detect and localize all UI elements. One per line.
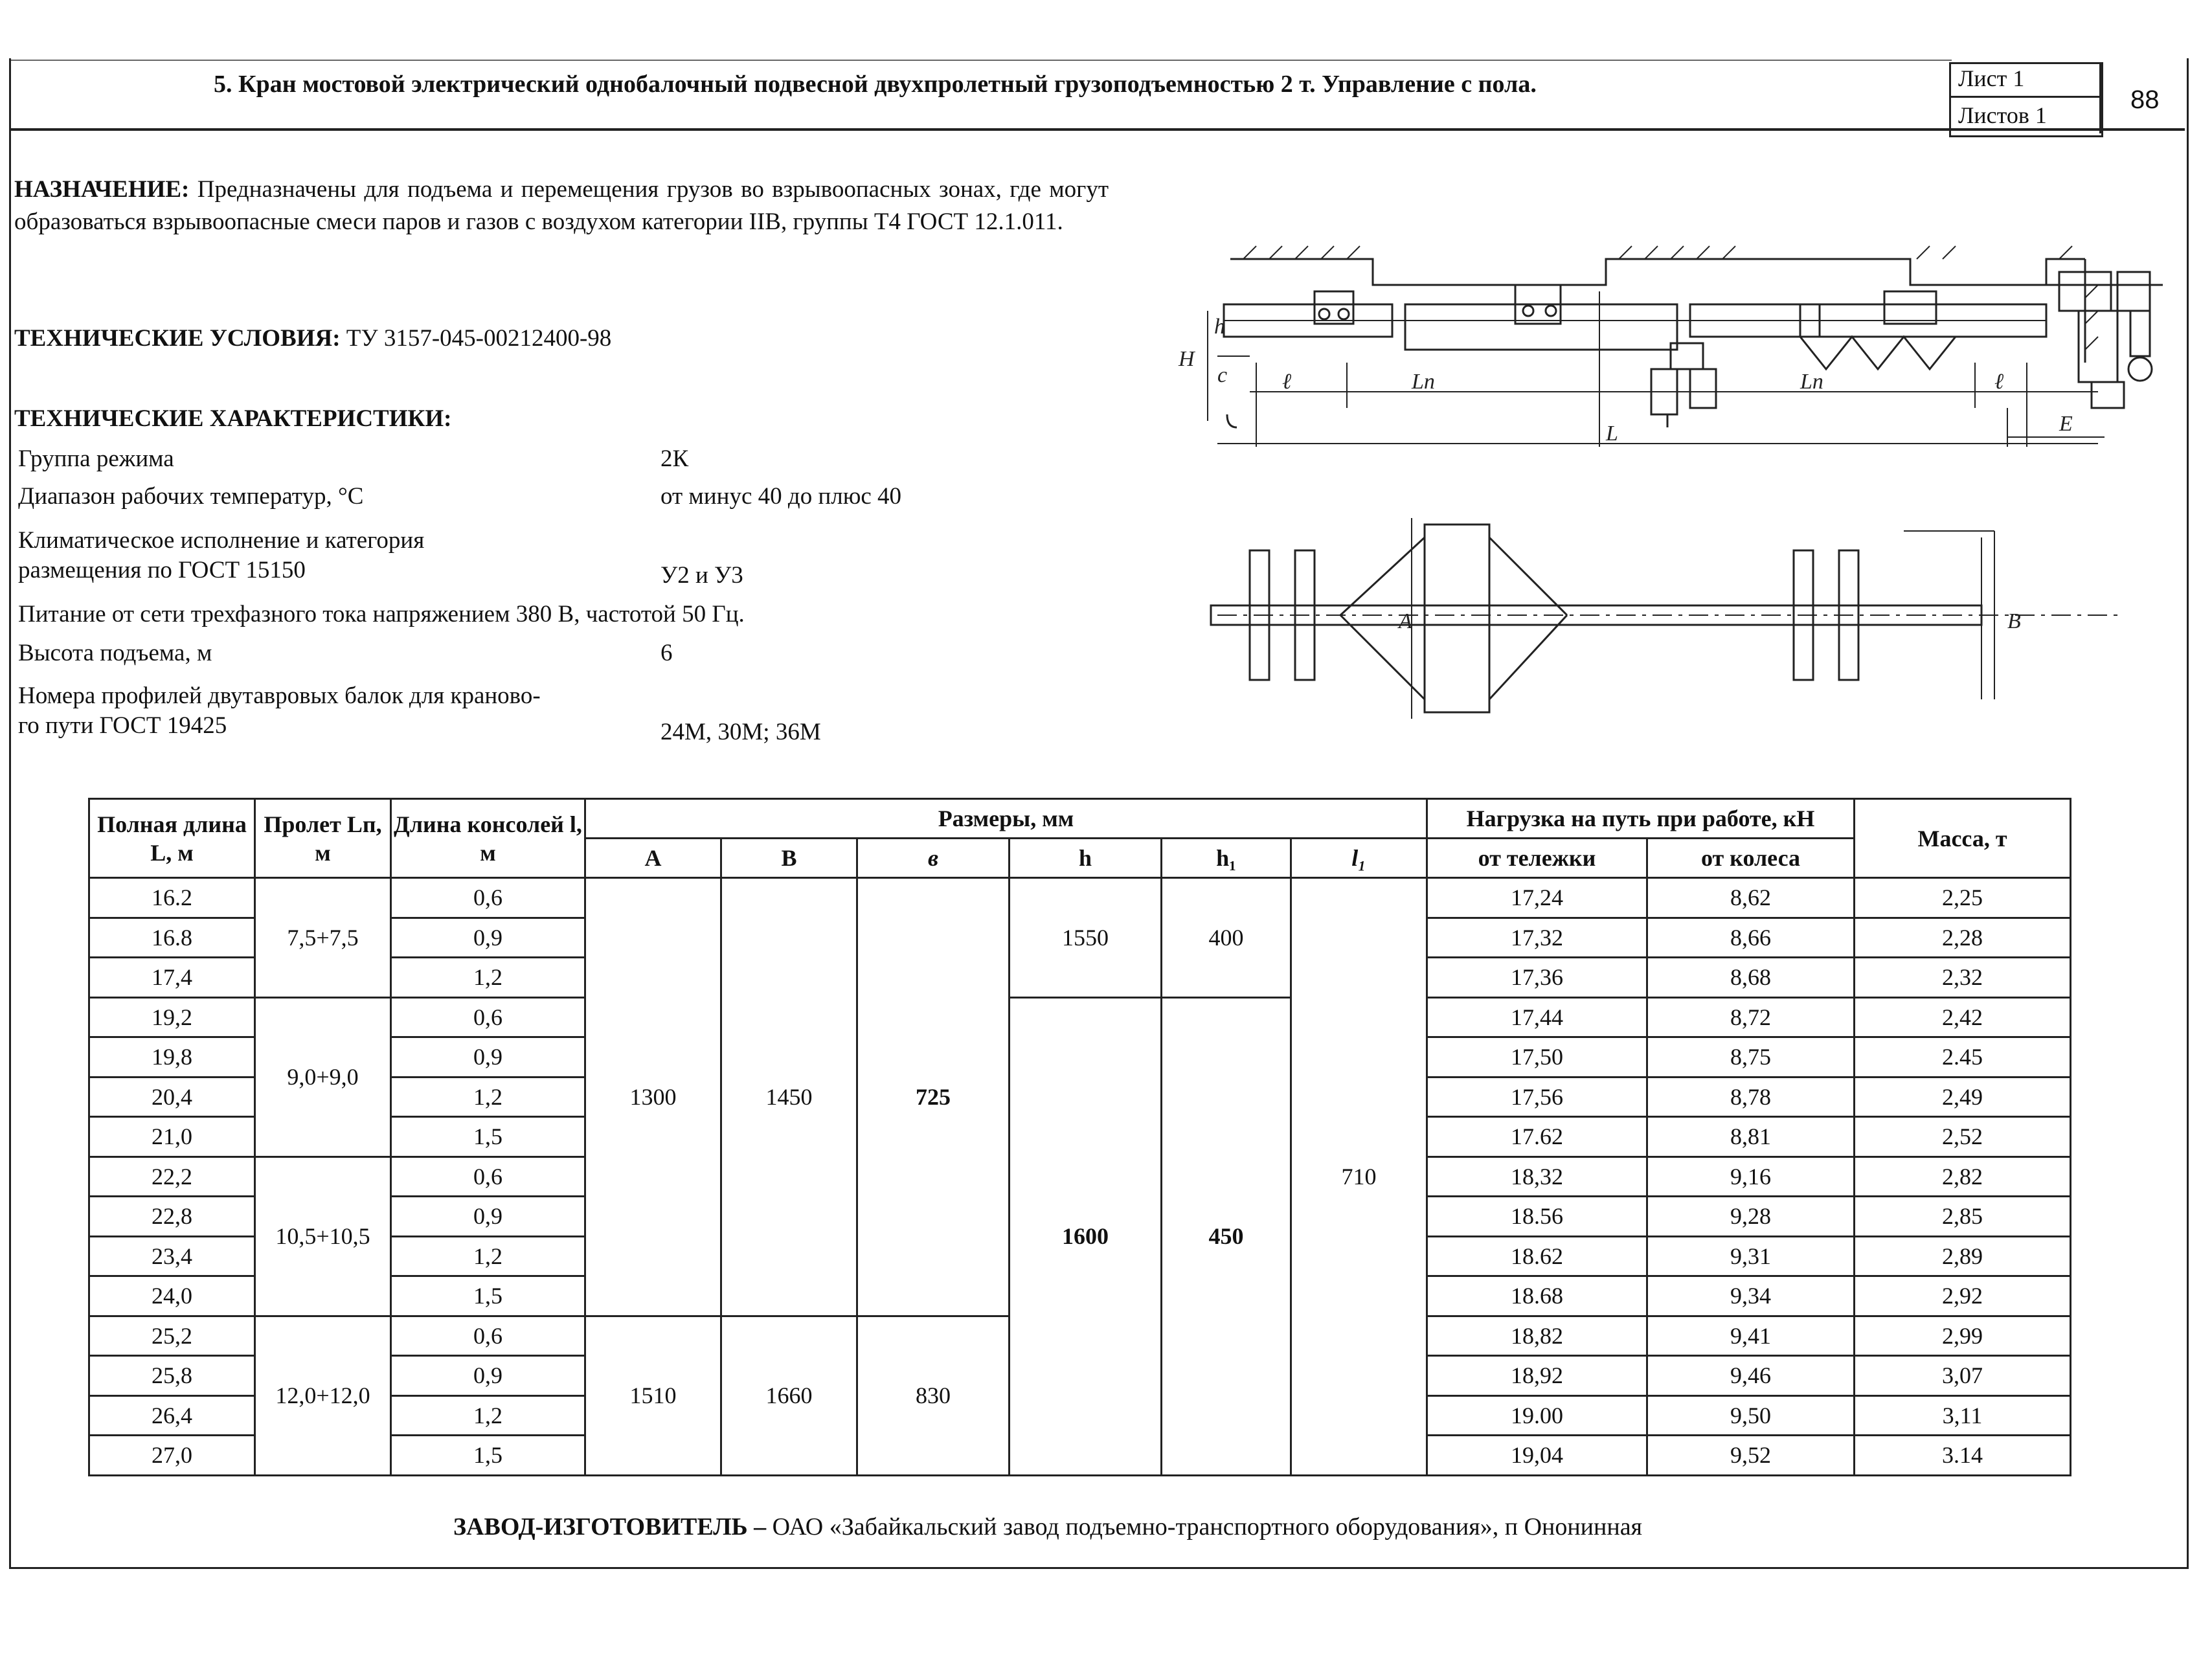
spec-label: го пути ГОСТ 19425 [18,712,227,739]
cell-from-wheel: 8,78 [1647,1077,1855,1117]
cell-mass: 3,11 [1855,1395,2071,1436]
purpose-label: НАЗНАЧЕНИЕ: [14,176,190,203]
label-A: A [1399,609,1412,633]
spec-value: 24М, 30М; 36М [660,719,821,745]
cell-console: 1,5 [391,1436,585,1476]
sheet-label: Лист 1 [1949,62,2099,98]
cell-B: 1450 [721,878,857,1316]
cell-mass: 3,07 [1855,1356,2071,1396]
cell-h1: 400 [1162,878,1291,998]
crane-elevation-view [1208,246,2098,447]
cell-console: 0,9 [391,1356,585,1396]
cell-from-wheel: 8,75 [1647,1037,1855,1078]
cell-mass: 2,89 [1855,1236,2071,1276]
page-title [214,70,1537,98]
cell-console: 0,9 [391,918,585,958]
cell-console: 1,5 [391,1117,585,1157]
cell-h1: 450 [1162,997,1291,1475]
cell-from-trolley: 17,50 [1427,1037,1647,1078]
cell-from-trolley: 17,44 [1427,997,1647,1037]
spec-table [88,798,2071,1476]
manufacturer-label: ЗАВОД-ИЗГОТОВИТЕЛЬ – [453,1513,767,1540]
cell-span: 10,5+10,5 [255,1157,391,1316]
cell-mass: 2,52 [1855,1117,2071,1157]
cell-from-wheel: 9,34 [1647,1276,1855,1316]
header-from-wheel: от колеса [1647,839,1855,878]
header-load: Нагрузка на путь при работе, кН [1427,799,1855,839]
cell-mass: 2,99 [1855,1316,2071,1356]
cell-console: 0,9 [391,1037,585,1078]
cell-mass: 2,49 [1855,1077,2071,1117]
cell-from-wheel: 9,46 [1647,1356,1855,1396]
section-number: 5. [214,71,232,98]
cell-from-wheel: 9,31 [1647,1236,1855,1276]
header-b: в [857,839,1010,878]
cell-from-wheel: 8,68 [1647,958,1855,998]
label-L: L [1606,422,1618,446]
title-text: Кран мостовой электрический однобалочный подвесной двухпролетный грузоподъемностью 2 т. Управление с пола. [238,71,1537,98]
cell-mass: 2,28 [1855,918,2071,958]
cell-A: 1510 [585,1316,721,1475]
cell-full-length: 25,2 [89,1316,255,1356]
header-h1: h₁ [1162,839,1291,878]
cell-full-length: 27,0 [89,1436,255,1476]
sheets-label: Листов 1 [1958,102,2047,128]
cell-from-trolley: 17,56 [1427,1077,1647,1117]
cell-span: 9,0+9,0 [255,997,391,1157]
header-full-length: Полная длина L, м [89,799,255,878]
spec-value: У2 и У3 [660,562,743,589]
cell-from-trolley: 18,32 [1427,1157,1647,1197]
cell-B: 1660 [721,1316,857,1475]
table-body [89,878,2071,1476]
header-dimensions: Размеры, мм [585,799,1427,839]
cell-from-trolley: 17,36 [1427,958,1647,998]
cell-mass: 3.14 [1855,1436,2071,1476]
spec-value: 2К [660,446,689,472]
spec-label: Диапазон рабочих температур, °С [18,483,364,510]
tech-characteristics-heading: ТЕХНИЧЕСКИЕ ХАРАКТЕРИСТИКИ: [14,405,452,432]
cell-mass: 2,92 [1855,1276,2071,1316]
cell-console: 0,9 [391,1197,585,1237]
spec-label: Группа режима [18,446,174,472]
header-console: Длина консолей l, м [391,799,585,878]
header-h: h [1010,839,1162,878]
cell-console: 0,6 [391,997,585,1037]
manufacturer-text: ОАО «Забайкальский завод подъемно-транспортного оборудования», п Ононинная [772,1513,1643,1540]
cell-from-wheel: 8,81 [1647,1117,1855,1157]
cell-full-length: 26,4 [89,1395,255,1436]
header-A: A [585,839,721,878]
header-rule [9,128,2185,131]
label-ln-right: Lп [1800,370,1823,394]
cell-full-length: 25,8 [89,1356,255,1396]
tech-conditions-label: ТЕХНИЧЕСКИЕ УСЛОВИЯ: [14,325,341,352]
cell-full-length: 17,4 [89,958,255,998]
cell-mass: 2,42 [1855,997,2071,1037]
cell-from-wheel: 8,72 [1647,997,1855,1037]
spec-label-line1: Номера профилей двутавровых балок для краново- [18,683,541,709]
header-from-trolley: от тележки [1427,839,1647,878]
cell-console: 1,5 [391,1276,585,1316]
cell-full-length: 22,8 [89,1197,255,1237]
spec-label: размещения по ГОСТ 15150 [18,557,306,583]
cell-A: 1300 [585,878,721,1316]
cell-h: 1550 [1010,878,1162,998]
label-E: E [2059,412,2073,436]
cell-from-trolley: 18,92 [1427,1356,1647,1396]
spec-label-line1: Климатическое исполнение и категория [18,527,425,554]
purpose-paragraph [14,174,1109,238]
cell-console: 1,2 [391,1077,585,1117]
cell-console: 1,2 [391,1395,585,1436]
purpose-text: Предназначены для подъема и перемещения грузов во взрывоопасных зонах, где могут образоваться взрывоопасные смеси паров и газов с воздухом категории IIB, группы Т4 ГОСТ 12.1.011. [14,176,1109,235]
label-c: c [1217,363,1228,387]
table-header-row [89,799,2071,839]
spec-label: Высота подъема, м [18,640,212,666]
cell-b: 830 [857,1316,1010,1475]
cell-from-wheel: 8,62 [1647,878,1855,918]
cell-from-trolley: 18,82 [1427,1316,1647,1356]
cell-from-trolley: 18.68 [1427,1276,1647,1316]
cell-mass: 2,82 [1855,1157,2071,1197]
spec-value: от минус 40 до плюс 40 [660,483,902,510]
cell-b: 725 [857,878,1010,1316]
cell-full-length: 16.2 [89,878,255,918]
label-l-left: ℓ [1282,370,1292,394]
cell-from-trolley: 19,04 [1427,1436,1647,1476]
cell-full-length: 16.8 [89,918,255,958]
cell-full-length: 21,0 [89,1117,255,1157]
header-B: B [721,839,857,878]
cell-from-wheel: 9,41 [1647,1316,1855,1356]
crane-drawing [1153,201,2189,732]
table-row [89,878,2071,918]
cell-from-wheel: 9,28 [1647,1197,1855,1237]
label-H: H [1179,347,1195,371]
cell-console: 0,6 [391,1157,585,1197]
cell-full-length: 24,0 [89,1276,255,1316]
cell-full-length: 19,8 [89,1037,255,1078]
spec-label: Питание от сети трехфазного тока напряжением 380 В, частотой 50 Гц. [18,601,745,627]
cell-mass: 2,32 [1855,958,2071,998]
manufacturer [453,1513,1642,1541]
cell-console: 0,6 [391,878,585,918]
header-span: Пролет Lп, м [255,799,391,878]
cell-l1: 710 [1291,878,1427,1476]
crane-plan-view [1211,518,2124,719]
label-ln-left: Lп [1412,370,1435,394]
header-mass: Масса, т [1855,799,2071,878]
cell-h: 1600 [1010,997,1162,1475]
cell-full-length: 20,4 [89,1077,255,1117]
cell-span: 7,5+7,5 [255,878,391,998]
spec-value: 6 [660,640,673,666]
tech-conditions [14,322,611,355]
cell-from-trolley: 18.56 [1427,1197,1647,1237]
header-l1: l₁ [1291,839,1427,878]
tech-conditions-value: ТУ 3157-045-00212400-98 [346,325,612,352]
cell-console: 1,2 [391,958,585,998]
cell-console: 1,2 [391,1236,585,1276]
cell-from-trolley: 17,32 [1427,918,1647,958]
cell-from-trolley: 19.00 [1427,1395,1647,1436]
cell-full-length: 23,4 [89,1236,255,1276]
cell-mass: 2.45 [1855,1037,2071,1078]
cell-full-length: 22,2 [89,1157,255,1197]
cell-from-trolley: 17.62 [1427,1117,1647,1157]
cell-span: 12,0+12,0 [255,1316,391,1475]
label-l-right: ℓ [1994,370,2004,394]
cell-mass: 2,25 [1855,878,2071,918]
label-h: h [1214,315,1225,339]
cell-console: 0,6 [391,1316,585,1356]
cell-from-trolley: 18.62 [1427,1236,1647,1276]
label-B: B [2007,609,2021,633]
cell-from-trolley: 17,24 [1427,878,1647,918]
cell-from-wheel: 9,50 [1647,1395,1855,1436]
cell-from-wheel: 9,16 [1647,1157,1855,1197]
cell-from-wheel: 8,66 [1647,918,1855,958]
cell-from-wheel: 9,52 [1647,1436,1855,1476]
cell-full-length: 19,2 [89,997,255,1037]
table-row [89,997,2071,1037]
cell-mass: 2,85 [1855,1197,2071,1237]
page-number: 88 [2130,85,2160,114]
